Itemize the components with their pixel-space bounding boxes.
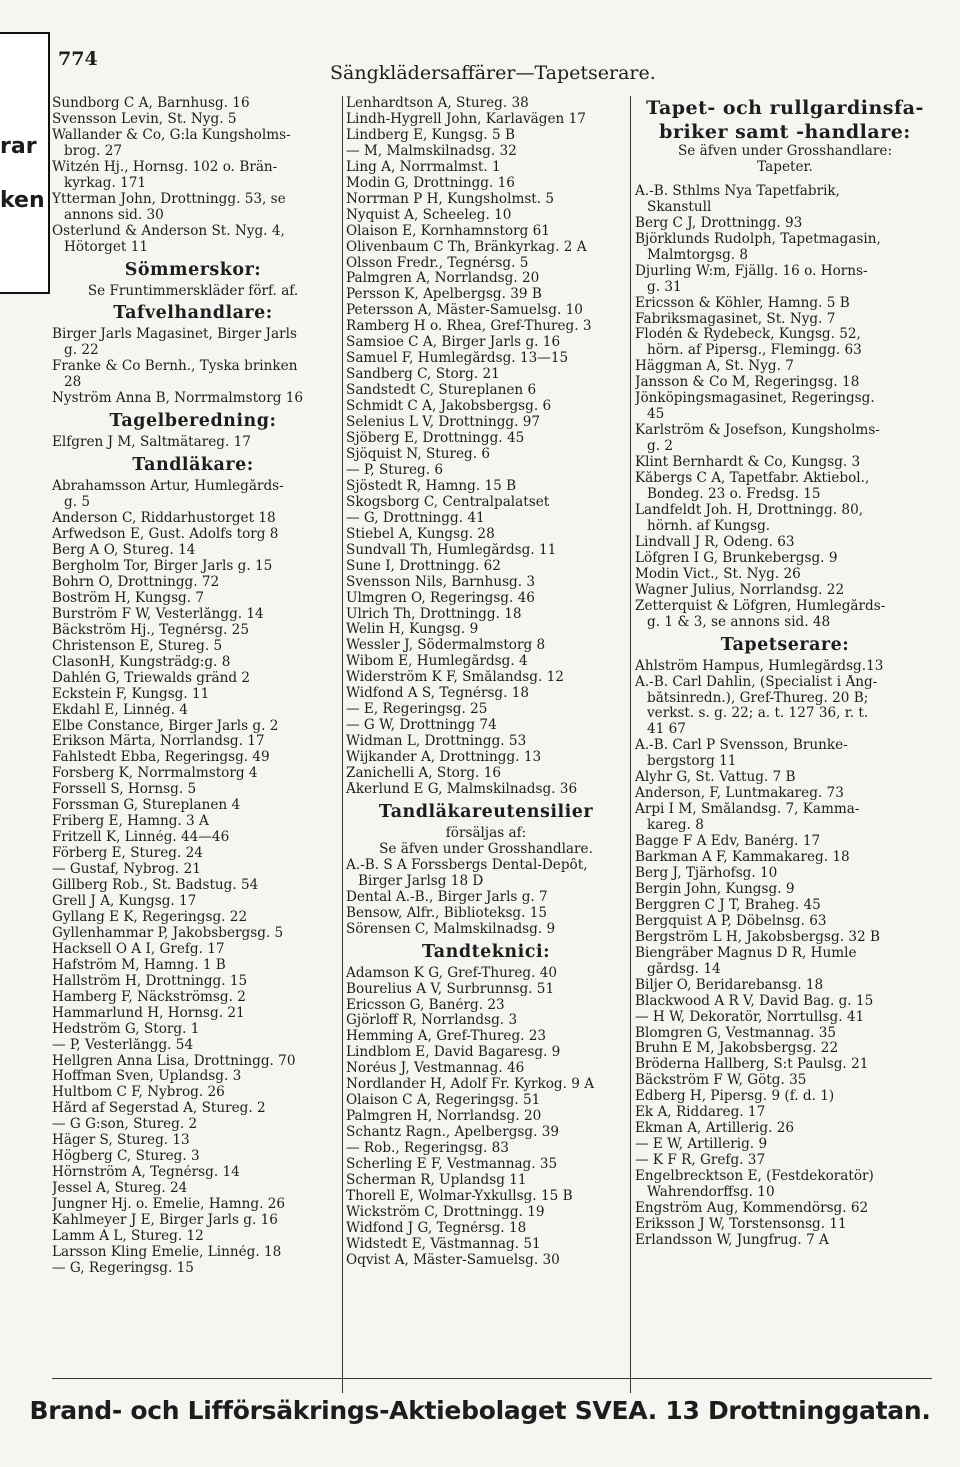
- section-heading: Tagelberedning:: [109, 411, 277, 432]
- directory-entry: ClasonH, Kungsträdg:g. 8: [52, 654, 231, 670]
- directory-entry: Klint Bernhardt & Co, Kungsg. 3: [635, 455, 861, 471]
- directory-entry: Åkerlund E G, Malmskilnadsg. 36: [346, 781, 578, 797]
- directory-entry: Boström H, Kungsg. 7: [52, 590, 205, 606]
- directory-entry: Berg J, Tjärhofsg. 10: [635, 865, 778, 881]
- running-head: Sängklädersaffärer—Tapetserare.: [330, 62, 656, 84]
- directory-entry: Nyquist A, Scheeleg. 10: [346, 207, 512, 223]
- directory-entry: — Gustaf, Nybrog. 21: [52, 862, 201, 878]
- directory-entry: Christenson E, Stureg. 5: [52, 638, 223, 654]
- directory-entry: Sune I, Drottningg. 62: [346, 558, 501, 574]
- directory-entry: Ramberg H o. Rhea, Gref-Thureg. 3: [346, 319, 592, 335]
- directory-entry: Fritzell K, Linnég. 44—46: [52, 830, 230, 846]
- directory-entry: Anderson, F, Luntmakareg. 73: [635, 786, 844, 802]
- directory-entry: Björklunds Rudolph, Tapetmagasin,: [635, 231, 881, 247]
- directory-entry: Forssell S, Hornsg. 5: [52, 782, 197, 798]
- directory-entry: Bensow, Alfr., Biblioteksg. 15: [346, 905, 548, 921]
- directory-entry: Petersson A, Mäster-Samuelsg. 10: [346, 303, 583, 319]
- directory-entry: hörnh. af Kungsg.: [647, 518, 771, 534]
- directory-entry: Samuel F, Humlegårdsg. 13—15: [346, 351, 569, 367]
- directory-entry: Lindblom E, David Bagaresg. 9: [346, 1045, 561, 1061]
- directory-entry: Edberg H, Pipersg. 9 (f. d. 1): [635, 1089, 835, 1105]
- directory-entry: Abrahamsson Artur, Humlegårds-: [52, 479, 284, 495]
- directory-entry: Hård af Segerstad A, Stureg. 2: [52, 1101, 266, 1117]
- section-heading: briker samt -handlare:: [659, 121, 911, 143]
- directory-entry: Bröderna Hallberg, S:t Paulsg. 21: [635, 1057, 869, 1073]
- directory-entry: Dental A.-B., Birger Jarls g. 7: [346, 889, 548, 905]
- directory-entry: Samsioe C A, Birger Jarls g. 16: [346, 335, 561, 351]
- directory-entry: gårdsg. 14: [647, 961, 721, 977]
- directory-entry: — M, Malmskilnadsg. 32: [346, 143, 517, 159]
- directory-entry: Welin H, Kungsg. 9: [346, 622, 479, 638]
- directory-entry: Ulmgren O, Regeringsg. 46: [346, 590, 535, 606]
- directory-entry: Persson K, Apelbergsg. 39 B: [346, 287, 542, 303]
- directory-entry: — H W, Dekoratör, Norrtullsg. 41: [635, 1009, 865, 1025]
- directory-entry: Berg C J, Drottningg. 93: [635, 215, 803, 231]
- directory-entry: Schmidt C A, Jakobsbergsg. 6: [346, 399, 552, 415]
- directory-entry: Fahlstedt Ebba, Regeringsg. 49: [52, 750, 270, 766]
- directory-entry: Larsson Kling Emelie, Linnég. 18: [52, 1244, 282, 1260]
- bottom-rule: [52, 1378, 932, 1379]
- directory-entry: Hedström G, Storg. 1: [52, 1021, 200, 1037]
- directory-entry: Dahlén G, Triewalds gränd 2: [52, 670, 251, 686]
- page-number: 774: [58, 48, 98, 70]
- directory-entry: Gillberg Rob., St. Badstug. 54: [52, 878, 259, 894]
- directory-entry: Scherling E F, Vestmannag. 35: [346, 1157, 558, 1173]
- directory-entry: Wibom E, Humlegårdsg. 4: [346, 654, 528, 670]
- directory-entry: Noréus J, Vestmannag. 46: [346, 1061, 525, 1077]
- directory-entry: Sörensen C, Malmskilnadsg. 9: [346, 921, 556, 937]
- directory-entry: Jönköpingsmagasinet, Regeringsg.: [635, 391, 875, 407]
- directory-entry: hörn. af Pipersg., Flemingg. 63: [647, 343, 862, 359]
- directory-entry: Widman L, Drottningg. 53: [346, 734, 527, 750]
- directory-entry: Norrman P H, Kungsholmst. 5: [346, 191, 555, 207]
- directory-entry: 41 67: [647, 722, 686, 738]
- directory-entry: kareg. 8: [647, 818, 704, 834]
- directory-entry: Schantz Ragn., Apelbergsg. 39: [346, 1125, 560, 1141]
- directory-entry: Sundborg C A, Barnhusg. 16: [52, 96, 250, 111]
- directory-entry: Olaison E, Kornhamnstorg 61: [346, 223, 550, 239]
- cropped-side-panel: [0, 32, 50, 294]
- section-note: Se äfven under Grosshandlare:: [677, 144, 893, 159]
- directory-entry: Bäckström Hj., Tegnérsg. 25: [52, 622, 249, 638]
- directory-entry: Lenhardtson A, Stureg. 38: [346, 96, 529, 111]
- section-heading: Tandteknici:: [421, 941, 551, 962]
- directory-entry: Kahlmeyer J E, Birger Jarls g. 16: [52, 1213, 278, 1229]
- directory-entry: — G, Drottningg. 41: [346, 510, 485, 526]
- directory-entry: Hemming A, Gref-Thureg. 23: [346, 1029, 547, 1045]
- directory-entry: Sjöstedt R, Hamng. 15 B: [346, 478, 517, 494]
- section-heading: Tapet- och rullgardinsfa-: [646, 97, 924, 119]
- directory-entry: Hafström M, Hamng. 1 B: [52, 957, 226, 973]
- directory-entry: Bergin John, Kungsg. 9: [635, 881, 795, 897]
- directory-entry: Ericsson G, Banérg. 23: [346, 997, 505, 1013]
- directory-entry: Bondeg. 23 o. Fredsg. 15: [647, 487, 821, 503]
- directory-entry: Erlandsson W, Jungfrug. 7 A: [635, 1232, 829, 1248]
- directory-entry: Blackwood A R V, David Bag. g. 15: [635, 993, 874, 1009]
- section-note: Tapeter.: [757, 159, 813, 175]
- cropped-label-2: ken: [0, 188, 45, 213]
- directory-entry: — E W, Artillerig. 9: [635, 1137, 768, 1153]
- directory-entry: Modin Vict., St. Nyg. 26: [635, 566, 801, 582]
- directory-entry: Lindvall J R, Odeng. 63: [635, 534, 795, 550]
- directory-entry: Berg A O, Stureg. 14: [52, 543, 196, 559]
- directory-entry: Hultbom C F, Nybrog. 26: [52, 1085, 225, 1101]
- column-2: [342, 96, 626, 1393]
- directory-entry: Häggman A, St. Nyg. 7: [635, 359, 794, 375]
- directory-entry: Friberg E, Hamng. 3 A: [52, 814, 209, 830]
- directory-entry: — P, Stureg. 6: [346, 462, 444, 478]
- directory-entry: bergstorg 11: [647, 754, 737, 770]
- directory-entry: Bergström L H, Jakobsbergsg. 32 B: [635, 929, 880, 945]
- directory-entry: Wahrendorffsg. 10: [647, 1185, 775, 1201]
- directory-entry: — E, Regeringsg. 25: [346, 702, 488, 718]
- directory-entry: Forsberg K, Norrmalmstorg 4: [52, 766, 258, 782]
- directory-entry: Ling A, Norrmalmst. 1: [346, 159, 501, 175]
- directory-entry: Widerström K F, Smålandsg. 12: [346, 670, 564, 686]
- section-heading: Tapetserare:: [720, 634, 850, 655]
- directory-entry: Widfond A S, Tegnérsg. 18: [346, 686, 530, 702]
- directory-entry: — Rob., Regeringsg. 83: [346, 1141, 509, 1157]
- directory-entry: Gyllang E K, Regeringsg. 22: [52, 909, 248, 925]
- directory-entry: Djurling W:m, Fjällg. 16 o. Horns-: [635, 263, 868, 279]
- directory-entry: Wallander & Co, G:la Kungsholms-: [52, 127, 291, 143]
- directory-entry: Ek A, Riddareg. 17: [635, 1105, 766, 1121]
- section-note: Se Fruntimmerskläder förf. af.: [87, 283, 299, 299]
- directory-entry: Förberg E, Stureg. 24: [52, 846, 203, 862]
- directory-entry: Gjörloff R, Norrlandsg. 3: [346, 1013, 518, 1029]
- directory-entry: Wagner Julius, Norrlandsg. 22: [635, 582, 845, 598]
- directory-entry: Anderson C, Riddarhustorget 18: [52, 511, 276, 527]
- directory-entry: 45: [647, 407, 665, 423]
- directory-entry: båtsinredn.), Gref-Thureg. 20 B;: [647, 690, 869, 706]
- directory-entry: Hacksell O A I, Grefg. 17: [52, 941, 225, 957]
- directory-entry: Hörnström A, Tegnérsg. 14: [52, 1165, 240, 1181]
- column-1: [52, 96, 334, 1396]
- directory-entry: g. 1 & 3, se annons sid. 48: [647, 614, 831, 630]
- directory-entry: Österlund & Anderson St. Nyg. 4,: [52, 223, 285, 239]
- directory-entry: Jansson & Co M, Regeringsg. 18: [635, 375, 860, 391]
- directory-entry: 28: [64, 375, 82, 391]
- directory-entry: Ekdahl E, Linnég. 4: [52, 702, 188, 718]
- directory-entry: Ulrich Th, Drottningg. 18: [346, 606, 522, 622]
- directory-entry: g. 31: [647, 279, 682, 295]
- directory-entry: A.-B. Carl Dahlin, (Specialist i Ång-: [635, 674, 878, 690]
- directory-entry: Hallström H, Drottningg. 15: [52, 973, 248, 989]
- directory-entry: Engström Aug, Kommendörsg. 62: [635, 1201, 869, 1216]
- directory-entry: A.-B. Carl P Svensson, Brunke-: [635, 738, 848, 754]
- directory-entry: Stiebel A, Kungsg. 28: [346, 526, 495, 542]
- directory-entry: Sundvall Th, Humlegårdsg. 11: [346, 542, 557, 558]
- directory-entry: Ekman A, Artillerig. 26: [635, 1121, 795, 1137]
- directory-entry: Eckstein F, Kungsg. 11: [52, 686, 210, 702]
- directory-entry: Löfgren I G, Brunkebergsg. 9: [635, 550, 838, 566]
- section-note: försäljas af:: [445, 825, 527, 841]
- directory-entry: kyrkag. 171: [64, 175, 147, 191]
- directory-entry: — K F R, Grefg. 37: [635, 1153, 766, 1169]
- directory-entry: Bäckström F W, Götg. 35: [635, 1073, 807, 1089]
- directory-entry: Sandstedt C, Stureplanen 6: [346, 383, 537, 399]
- directory-entry: Sjöberg E, Drottningg. 45: [346, 431, 525, 447]
- directory-entry: g. 22: [64, 343, 99, 359]
- directory-entry: Svensson Nils, Barnhusg. 3: [346, 574, 536, 590]
- directory-entry: Sjöquist N, Stureg. 6: [346, 446, 491, 462]
- directory-entry: Palmgren A, Norrlandsg. 20: [346, 271, 540, 287]
- directory-entry: Zetterquist & Löfgren, Humlegårds-: [635, 598, 886, 614]
- directory-entry: Gyllenhammar P, Jakobsbergsg. 5: [52, 925, 284, 941]
- directory-entry: Hötorget 11: [64, 239, 149, 255]
- directory-entry: Kåbergs C A, Tapetfabr. Aktiebol.,: [635, 471, 870, 487]
- directory-entry: g. 5: [64, 495, 90, 511]
- section-note: Se äfven under Grosshandlare.: [379, 841, 593, 857]
- directory-entry: Grell J A, Kungsg. 17: [52, 893, 197, 909]
- directory-entry: Högberg C, Stureg. 3: [52, 1149, 200, 1165]
- directory-entry: Berggren C J T, Braheg. 45: [635, 897, 821, 913]
- directory-entry: Skanstull: [647, 199, 712, 215]
- directory-entry: — G G:son, Stureg. 2: [52, 1117, 198, 1133]
- directory-entry: Arfwedson E, Gust. Adolfs torg 8: [52, 527, 279, 543]
- directory-entry: Elbe Constance, Birger Jarls g. 2: [52, 718, 279, 734]
- spacer: [635, 176, 935, 184]
- directory-entry: Elfgren J M, Saltmätareg. 17: [52, 435, 251, 451]
- directory-entry: Blomgren G, Vestmannag. 35: [635, 1025, 837, 1041]
- directory-entry: Jessel A, Stureg. 24: [52, 1181, 188, 1197]
- directory-entry: Bagge F A Edv, Banérg. 17: [635, 834, 821, 850]
- column-3: [630, 96, 935, 1393]
- directory-entry: — G, Regeringsg. 15: [52, 1260, 194, 1276]
- directory-entry: Fabriksmagasinet, St. Nyg. 7: [635, 311, 836, 327]
- directory-entry: annons sid. 30: [64, 207, 164, 223]
- directory-entry: verkst. s. g. 22; a. t. 127 36, r. t.: [647, 706, 869, 722]
- directory-entry: Lamm A L, Stureg. 12: [52, 1229, 204, 1244]
- cropped-label-1: rar: [0, 134, 37, 159]
- directory-entry: Adamson K G, Gref-Thureg. 40: [346, 965, 558, 981]
- section-heading: Tandläkare:: [132, 455, 254, 476]
- directory-entry: Ericsson & Köhler, Hamng. 5 B: [635, 295, 850, 311]
- directory-entry: Alyhr G, St. Vattug. 7 B: [635, 770, 796, 786]
- directory-entry: Witzén Hj., Hornsg. 102 o. Brän-: [52, 159, 278, 175]
- directory-entry: Sandberg C, Storg. 21: [346, 367, 500, 383]
- section-heading: Sömmerskor:: [124, 259, 262, 280]
- directory-entry: Jungner Hj. o. Emelie, Hamng. 26: [52, 1197, 286, 1213]
- directory-entry: Biengräber Magnus D R, Humle: [635, 945, 857, 961]
- directory-entry: Karlström & Josefson, Kungsholms-: [635, 423, 880, 439]
- directory-entry: Widfond J G, Tegnérsg. 18: [346, 1220, 527, 1236]
- directory-entry: Bourelius A V, Surbrunnsg. 51: [346, 981, 555, 997]
- section-heading: Tafvelhandlare:: [113, 303, 273, 324]
- directory-entry: Bergquist A P, Döbelnsg. 63: [635, 913, 827, 929]
- directory-entry: A.-B. Sthlms Nya Tapetfabrik,: [635, 183, 840, 199]
- directory-entry: Modin G, Drottningg. 16: [346, 175, 515, 191]
- directory-entry: Hellgren Anna Lisa, Drottningg. 70: [52, 1053, 296, 1069]
- directory-entry: Olivenbaum C Th, Bränkyrkag. 2 A: [346, 239, 587, 255]
- directory-entry: Hoffman Sven, Uplandsg. 3: [52, 1069, 242, 1085]
- directory-entry: Ytterman John, Drottningg. 53, se: [52, 191, 286, 207]
- directory-entry: — P, Vesterlångg. 54: [52, 1037, 194, 1053]
- directory-entry: Selenius L V, Drottningg. 97: [346, 415, 541, 431]
- directory-entry: Birger Jarls Magasinet, Birger Jarls: [52, 327, 297, 343]
- directory-entry: Nyström Anna B, Norrmalmstorg 16: [52, 391, 304, 407]
- directory-entry: Häger S, Stureg. 13: [52, 1133, 190, 1149]
- directory-entry: Franke & Co Bernh., Tyska brinken: [52, 359, 298, 375]
- footer-advertisement: Brand- och Lifförsäkrings-Aktiebolaget SVEA. 13 Drottninggatan.: [29, 1396, 931, 1425]
- directory-entry: Arpi I M, Smålandsg. 7, Kamma-: [635, 802, 860, 818]
- directory-entry: Olaison C A, Regeringsg. 51: [346, 1093, 541, 1109]
- directory-entry: Thorell E, Wolmar-Yxkullsg. 15 B: [346, 1188, 573, 1204]
- directory-entry: Flodén & Rydebeck, Kungsg. 52,: [635, 327, 861, 343]
- directory-entry: Palmgren H, Norrlandsg. 20: [346, 1109, 542, 1125]
- directory-entry: Svensson Levin, St. Nyg. 5: [52, 111, 237, 127]
- directory-entry: Scherman R, Uplandsg 11: [346, 1173, 527, 1188]
- directory-entry: brog. 27: [64, 143, 123, 159]
- directory-entry: Hamberg F, Näckströmsg. 2: [52, 989, 246, 1005]
- directory-entry: Eriksson J W, Torstensonsg. 11: [635, 1216, 847, 1232]
- directory-entry: Lindh-Hygrell John, Karlavägen 17: [346, 111, 586, 127]
- directory-entry: Bergholm Tor, Birger Jarls g. 15: [52, 558, 273, 574]
- directory-entry: — G W, Drottningg 74: [346, 718, 497, 734]
- directory-entry: Wickström C, Drottningg. 19: [346, 1204, 545, 1220]
- directory-entry: Biljer O, Beridarebansg. 18: [635, 977, 824, 993]
- directory-entry: A.-B. S A Forssbergs Dental-Depôt,: [346, 857, 588, 873]
- directory-entry: Öqvist A, Mäster-Samuelsg. 30: [346, 1252, 560, 1268]
- directory-entry: Barkman A F, Kammakareg. 18: [635, 850, 850, 866]
- section-heading: Tandläkareutensilier: [378, 801, 594, 822]
- directory-entry: Malmtorgsg. 8: [647, 247, 749, 263]
- directory-entry: Bruhn E M, Jakobsbergsg. 22: [635, 1041, 839, 1057]
- directory-entry: Forssman G, Stureplanen 4: [52, 798, 241, 814]
- directory-entry: Erikson Märta, Norrlandsg. 17: [52, 734, 265, 750]
- directory-entry: Burström F W, Vesterlångg. 14: [52, 606, 264, 622]
- directory-entry: Wessler J, Södermalmstorg 8: [346, 638, 546, 654]
- directory-entry: Skogsborg C, Centralpalatset: [346, 494, 550, 510]
- directory-entry: Zanichelli A, Storg. 16: [346, 766, 501, 782]
- directory-entry: Wijkander A, Drottningg. 13: [346, 750, 542, 766]
- directory-entry: Lindberg E, Kungsg. 5 B: [346, 127, 516, 143]
- directory-entry: Landfeldt Joh. H, Drottningg. 80,: [635, 502, 864, 518]
- directory-entry: Birger Jarlsg 18 D: [358, 873, 484, 889]
- directory-entry: Hammarlund H, Hornsg. 21: [52, 1005, 245, 1021]
- directory-entry: Ahlström Hampus, Humlegårdsg.13: [635, 658, 884, 674]
- directory-entry: Widstedt E, Västmannag. 51: [346, 1236, 541, 1252]
- directory-entry: Engelbrecktson E, (Festdekoratör): [635, 1169, 874, 1185]
- directory-entry: Olsson Fredr., Tegnérsg. 5: [346, 255, 529, 271]
- directory-entry: g. 2: [647, 439, 673, 455]
- directory-entry: Bohrn O, Drottningg. 72: [52, 574, 220, 590]
- directory-entry: Nordlander H, Adolf Fr. Kyrkog. 9 A: [346, 1077, 595, 1093]
